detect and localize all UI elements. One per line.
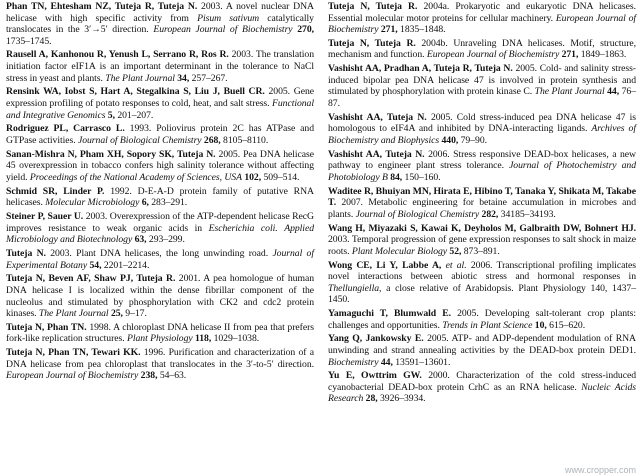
reference-volume: 28, [363, 393, 378, 405]
reference-pages: 3926–3934. [377, 393, 426, 405]
reference-text: 2006. Stress responsive DEAD-box helicases, a new pathway to engineer plant stress tolerance. [328, 148, 636, 172]
reference-entry [328, 1, 636, 36]
reference-volume: 271, [559, 49, 579, 61]
reference-journal: Trends in Plant Science [442, 319, 533, 331]
reference-authors: Tuteja N, Tuteja R. [328, 37, 416, 49]
reference-entry [6, 186, 314, 209]
reference-pages: 1849–1863. [578, 49, 627, 61]
reference-pages: 293–299. [146, 234, 185, 246]
reference-entry [328, 308, 636, 331]
reference-authors: Rodriguez PL, Carrasco L. [6, 123, 125, 135]
reference-volume: 54, [87, 259, 102, 271]
reference-journal: Thellungiella [328, 282, 380, 294]
reference-volume: 44, [604, 86, 620, 98]
reference-pages: , a close relative of Arabidopsis. Plant Physiology 140, 1437–1450. [328, 282, 636, 306]
reference-volume: 52, [447, 245, 462, 257]
reference-journal: European Journal of Biochemistry [6, 370, 139, 382]
reference-text: 1996. Purification and characterization of a DNA helicase from pea chloroplast that translocates in the 3′-to-5′ direction. [6, 347, 314, 370]
reference-text: 2005. Cold- and salinity stress-induced bipolar pea DNA helicase 47 is involved in protein synthesis and stimulated by phosphorylation with protein kinase C. [328, 63, 636, 98]
reference-entry [328, 112, 636, 147]
reference-pages: 9–17. [122, 308, 147, 320]
reference-entry [6, 273, 314, 319]
reference-volume: 10, [532, 319, 547, 331]
reference-authors: Rensink WA, Iobst S, Hart A, Stegalkina S, Liu J, Buell CR. [6, 86, 265, 98]
reference-authors: Vashisht AA, Pradhan A, Tuteja R, Tuteja N. [328, 63, 513, 75]
reference-volume: 25, [108, 308, 123, 320]
reference-authors: Schmid SR, Linder P. [6, 185, 105, 197]
reference-pages: 79–90. [458, 134, 487, 146]
reference-text: 2003. A novel nuclear DNA helicase with high specific activity from [6, 1, 314, 24]
reference-authors: Vashisht AA, Tuteja N. [328, 148, 425, 160]
reference-volume: 270, [292, 24, 314, 36]
reference-pages: 34185–34193. [498, 208, 556, 220]
reference-pages: 615–620. [546, 319, 586, 331]
reference-journal: European Journal of Biochemistry [328, 12, 637, 36]
reference-pages: 509–514. [261, 171, 300, 183]
reference-text: 2003. Overexpression of the ATP-dependent helicase RecG improves resistance to weak organic acids in [6, 211, 314, 234]
reference-entry [328, 370, 636, 405]
reference-pages: 1835–1848. [397, 24, 446, 36]
reference-text: 2005. Developing salt-tolerant crop plants: challenges and opportunities. [328, 308, 636, 331]
reference-text: 2005. Cold stress-induced pea DNA helicase 47 is homologous to eIF4A and inhibited by DNA-interacting ligands. [328, 111, 636, 135]
reference-text: 2003. The translation initiation factor eIF1A is an important determinant in the tolerance to NaCl stress in yeast and plants. [6, 49, 314, 84]
reference-authors: Yamaguchi T, Blumwald E. [328, 308, 452, 320]
references-right-column [328, 1, 636, 407]
reference-pages: 257–267. [189, 72, 228, 84]
reference-pages: 283–291. [148, 197, 188, 209]
reference-journal: Journal of Biological Chemistry [355, 208, 480, 220]
reference-journal: The Plant Journal [534, 86, 605, 98]
reference-authors: Tuteja N, Phan TN, Tewari KK. [6, 347, 141, 359]
reference-entry [6, 149, 314, 184]
reference-italic: Escherichia coli. [208, 222, 278, 234]
reference-text: 2004b. Unraveling DNA helicases. Motif, structure, mechanism and function. [328, 37, 636, 61]
reference-text: 2007. Metabolic engineering for betaine accumulation in microbes and plants. [328, 197, 636, 220]
reference-entry [328, 260, 636, 306]
reference-pages: 1735–1745. [6, 35, 52, 47]
reference-authors: Waditee R, Bhuiyan MN, Hirata E, Hibino T, Tanaka Y, Shikata M, Takabe T. [328, 185, 636, 209]
reference-volume: 6, [139, 197, 149, 209]
reference-authors: Steiner P, Sauer U. [6, 211, 84, 223]
reference-text: 2005. ATP- and ADP-dependent modulation of RNA unwinding and strand annealing activities by the DEAD-box protein DED1. [328, 333, 636, 356]
reference-volume: 44, [378, 356, 393, 368]
reference-entry [328, 186, 636, 221]
reference-authors: Vashisht AA, Tuteja N. [328, 111, 427, 123]
reference-entry [6, 347, 314, 382]
reference-text: 2001. A pea homologue of human DNA helicase I is localized within the dense fibrillar component of the nucleolus and stimulated by phosphorylation with CK2 and cdc2 protein kinases. [6, 273, 314, 320]
reference-volume: 440, [439, 134, 459, 146]
reference-journal: The Plant Journal [105, 72, 175, 84]
reference-text: 2004a. Prokaryotic and eukaryotic DNA helicases. Essential molecular motor proteins for cellular machinery. [328, 1, 636, 24]
reference-volume: 102, [241, 171, 262, 183]
reference-journal: Molecular Microbiology [45, 197, 140, 209]
watermark: www.cropper.com [564, 465, 636, 475]
reference-pages: 873–891. [461, 245, 500, 257]
reference-text: 2003. Temporal progression of gene expression responses to salt shock in maize roots. [328, 234, 636, 257]
reference-journal: Applied Microbiology and Biotechnology [6, 222, 314, 246]
reference-pages: 201–207. [114, 109, 154, 121]
reference-journal: Journal of Photochemistry and Photobiology B [328, 160, 636, 183]
reference-authors: Wong CE, Li Y, Labbe A, [328, 259, 442, 271]
reference-journal: European Journal of Biochemistry [426, 49, 560, 61]
reference-entry [328, 333, 636, 368]
reference-text: 2006. Transcriptional profiling implicates novel interactions between abiotic stress and hormonal responses in [328, 259, 636, 283]
reference-text: 1992. D-E-A-D protein family of putative RNA helicases. [6, 185, 314, 209]
reference-pages: 76–87. [328, 86, 636, 109]
reference-italic: Pisum sativum [197, 12, 260, 24]
reference-journal: Plant Molecular Biology [351, 245, 448, 257]
reference-volume: 34, [174, 72, 190, 84]
reference-authors: Yang Q, Jankowsky E. [328, 333, 424, 345]
reference-journal: The Plant Journal [38, 308, 109, 320]
reference-entry [6, 86, 314, 121]
reference-text: 2005. Gene expression profiling of potato responses to cold, heat, and salt stress. [6, 86, 314, 109]
reference-entry [6, 1, 314, 47]
reference-pages: 13591–13601. [392, 356, 451, 368]
reference-entry [6, 322, 314, 345]
reference-pages: 2201–2214. [101, 259, 150, 271]
reference-text: 2003. Plant DNA helicases, the long unwinding road. [45, 248, 273, 260]
reference-journal: Plant Physiology [126, 333, 193, 345]
reference-authors: Sanan-Mishra N, Pham XH, Sopory SK, Tuteja N. [6, 148, 216, 160]
reference-pages: 54–63. [157, 370, 187, 382]
reference-entry [328, 38, 636, 61]
reference-pages: 8105–8110. [220, 134, 269, 146]
reference-journal: Journal of Experimental Botany [6, 248, 314, 271]
reference-text: 1993. Poliovirus protein 2C has ATPase and GTPase activities. [6, 123, 314, 146]
reference-authors: Tuteja N, Tuteja R. [328, 1, 418, 12]
reference-volume: 268, [201, 134, 221, 146]
reference-volume: 238, [138, 370, 158, 382]
reference-entry [328, 149, 636, 184]
reference-authors: Tuteja N. [6, 248, 46, 260]
reference-entry [328, 63, 636, 109]
reference-journal: European Journal of Biochemistry [153, 24, 293, 36]
reference-entry [6, 123, 314, 146]
reference-authors: Tuteja N, Beven AF, Shaw PJ, Tuteja R. [6, 273, 176, 285]
reference-text: 2000. Characterization of the cold stress-induced cyanobacterial DEAD-box protein CrhC as an RNA helicase. [328, 370, 636, 393]
reference-journal: Archives of Biochemistry and Biophysics [328, 123, 636, 146]
reference-authors: Wang H, Miyazaki S, Kawai K, Deyholos M, Galbraith DW, Bohnert HJ. [328, 222, 636, 234]
reference-authors: Tuteja N, Phan TN. [6, 321, 87, 333]
reference-journal: Functional and Integrative Genomics [6, 97, 314, 121]
reference-italic: et al. [445, 259, 467, 271]
reference-pages: 150–160. [402, 171, 441, 183]
reference-volume: 282, [479, 208, 499, 220]
reference-text: 1998. A chloroplast DNA helicase II from pea that prefers fork-like replication structures. [6, 321, 314, 345]
reference-volume: 5, [105, 109, 115, 121]
reference-journal: Biochemistry [328, 356, 379, 368]
reference-entry [328, 223, 636, 258]
reference-authors: Rausell A, Kanhonou R, Yenush L, Serrano R, Ros R. [6, 49, 229, 61]
references-left-column [6, 1, 314, 384]
reference-authors: Phan TN, Ehtesham NZ, Tuteja R, Tuteja N. [6, 1, 198, 12]
reference-authors: Yu E, Owttrim GW. [328, 370, 422, 382]
reference-text: 2005. Pea DNA helicase 45 overexpression in tobacco confers high salinity tolerance without affecting yield. [6, 148, 314, 183]
reference-journal: Journal of Biological Chemistry [77, 134, 202, 146]
reference-volume: 118, [192, 333, 212, 345]
reference-volume: 84, [387, 171, 403, 183]
reference-volume: 63, [132, 234, 147, 246]
reference-text: catalytically translocates in the 3′→5′ direction. [6, 12, 314, 36]
reference-volume: 271, [378, 24, 398, 36]
reference-journal: Nucleic Acids Research [328, 381, 636, 405]
reference-entry [6, 248, 314, 271]
reference-pages: 1029–1038. [211, 333, 260, 345]
reference-entry [6, 211, 314, 246]
reference-entry [6, 49, 314, 84]
reference-journal: Proceedings of the National Academy of Sciences, USA [29, 171, 242, 183]
